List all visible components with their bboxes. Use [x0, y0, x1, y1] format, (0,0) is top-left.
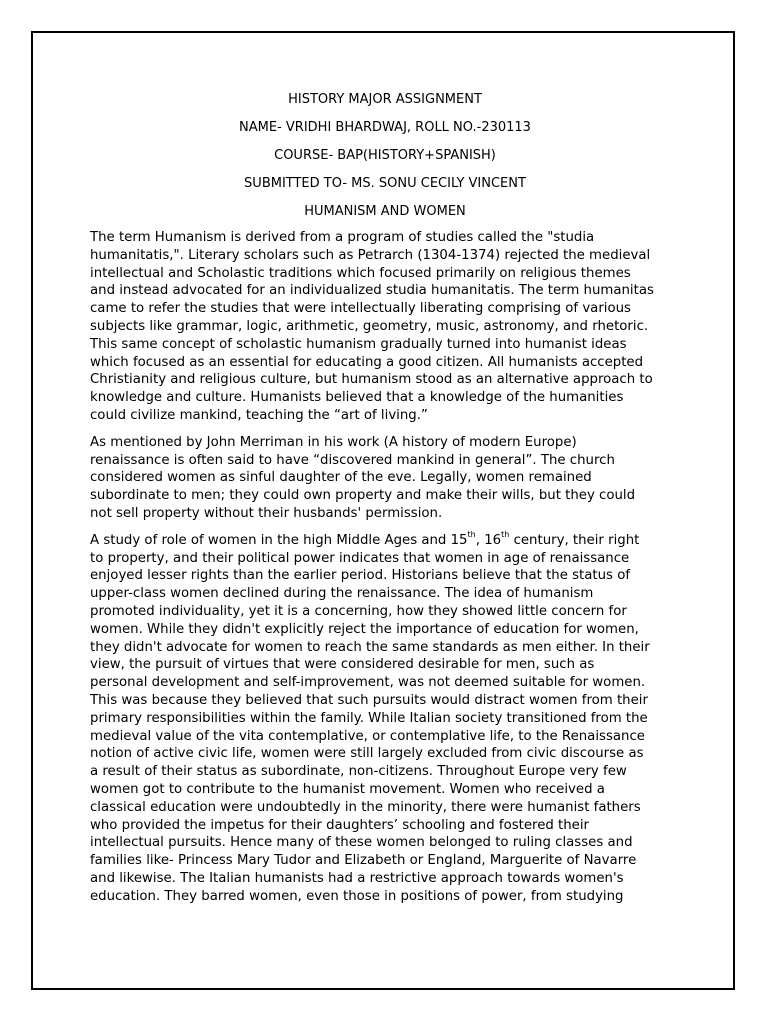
- line-text: A study of role of women in the high Middle Ages and 15: [90, 532, 468, 548]
- paragraph-line: came to refer the studies that were intellectually liberating comprising of various: [90, 301, 631, 317]
- paragraph-line: which focused as an essential for educating a good citizen. All humanists accepted: [90, 354, 644, 370]
- paragraph-line: renaissance is often said to have “discovered mankind in general”. The church: [90, 452, 615, 468]
- paragraph-1: [90, 229, 680, 425]
- paragraph-line: promoted individuality, yet it is a concerning, how they showed little concern for: [90, 603, 627, 619]
- line-text: century, their right: [509, 532, 640, 548]
- paragraph-line: they didn't advocate for women to reach the same standards as men either. In their: [90, 639, 650, 655]
- paragraph-line: intellectual and Scholastic traditions which focused primarily on religious themes: [90, 265, 631, 281]
- paragraph-line: The term Humanism is derived from a program of studies called the "studia: [90, 230, 595, 245]
- submitted-to-line: SUBMITTED TO- MS. SONU CECILY VINCENT: [244, 176, 526, 191]
- paragraph-line: could civilize mankind, teaching the “art of living.”: [90, 407, 428, 423]
- paragraph-line: subjects like grammar, logic, arithmetic, geometry, music, astronomy, and rhetoric.: [90, 318, 649, 334]
- course-line: COURSE- BAP(HISTORY+SPANISH): [274, 148, 496, 163]
- paragraph-line: a result of their status as subordinate, non-citizens. Throughout Europe very few: [90, 764, 627, 780]
- paragraph-line: who provided the impetus for their daughters’ schooling and fostered their: [90, 817, 590, 833]
- paragraph-line: upper-class women declined during the renaissance. The idea of humanism: [90, 586, 594, 602]
- paragraph-line: considered women as sinful daughter of the eve. Legally, women remained: [90, 470, 592, 486]
- paragraph-line: families like- Princess Mary Tudor and Elizabeth or England, Marguerite of Navarre: [90, 853, 637, 869]
- document-page: [90, 92, 680, 914]
- paragraph-line: and likewise. The Italian humanists had a restrictive approach towards women's: [90, 870, 624, 886]
- paragraph-line: view, the pursuit of virtues that were considered desirable for men, such as: [90, 657, 595, 673]
- paragraph-line: This same concept of scholastic humanism gradually turned into humanist ideas: [90, 336, 627, 352]
- paragraph-line: to property, and their political power indicates that women in age of renaissance: [90, 550, 630, 566]
- paragraph-line: not sell property without their husbands' permission.: [90, 505, 443, 521]
- paragraph-line: subordinate to men; they could own property and make their wills, but they could: [90, 488, 636, 504]
- paragraph-line: intellectual pursuits. Hence many of these women belonged to ruling classes and: [90, 835, 633, 851]
- paragraph-line: women. While they didn't explicitly reject the importance of education for women,: [90, 621, 639, 637]
- ordinal-suffix: th: [501, 530, 510, 540]
- paragraph-line: humanitatis,". Literary scholars such as Petrarch (1304-1374) rejected the medieval: [90, 247, 651, 263]
- paragraph-line: education. They barred women, even those in positions of power, from studying: [90, 888, 624, 904]
- paragraph-2: [90, 434, 680, 523]
- paragraph-line: women got to contribute to the humanist movement. Women who received a: [90, 781, 605, 797]
- line-text: , 16: [475, 532, 502, 548]
- paragraph-line: and instead advocated for an individualized studia humanitatis. The term humanitas: [90, 283, 654, 299]
- paragraph-line: As mentioned by John Merriman in his work (A history of modern Europe): [90, 434, 577, 450]
- student-name-line: NAME- VRIDHI BHARDWAJ, ROLL NO.-230113: [239, 120, 531, 135]
- assignment-title: HISTORY MAJOR ASSIGNMENT: [288, 92, 482, 107]
- paragraph-line: notion of active civic life, women were still largely excluded from civic discourse as: [90, 746, 644, 762]
- paragraph-line: enjoyed lesser rights than the earlier period. Historians believe that the status of: [90, 568, 631, 584]
- ordinal-suffix: th: [467, 530, 476, 540]
- paragraph-line: [90, 532, 680, 550]
- paragraph-line: This was because they believed that such pursuits would distract women from their: [90, 692, 648, 708]
- paragraph-3: [90, 532, 680, 906]
- paragraph-line: knowledge and culture. Humanists believed that a knowledge of the humanities: [90, 390, 624, 406]
- paragraph-line: medieval value of the vita contemplative, or contemplative life, to the Renaissance: [90, 728, 645, 744]
- paragraph-line: primary responsibilities within the family. While Italian society transitioned from the: [90, 710, 648, 726]
- paragraph-line: classical education were undoubtedly in the minority, there were humanist fathers: [90, 799, 641, 815]
- topic-heading: HUMANISM AND WOMEN: [304, 204, 466, 219]
- paragraph-line: Christianity and religious culture, but humanism stood as an alternative approach to: [90, 372, 653, 388]
- paragraph-line: personal development and self-improvement, was not deemed suitable for women.: [90, 675, 646, 691]
